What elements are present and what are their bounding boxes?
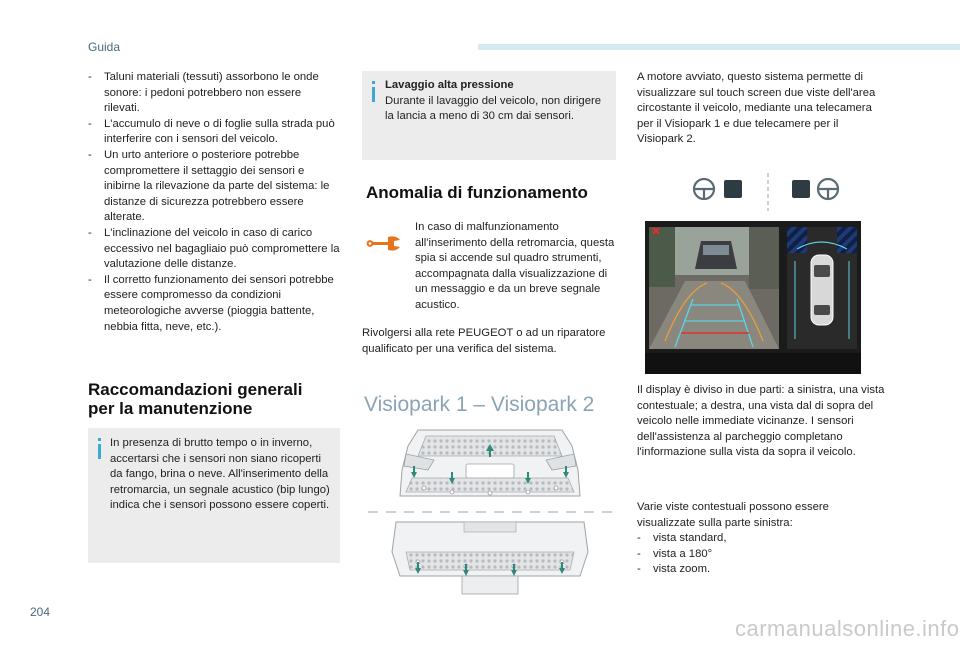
washing-info-box [362,71,616,160]
page-number: 204 [30,605,51,619]
list-item [88,70,340,117]
bullet-dash: - [88,117,92,130]
sensor-diagram [366,426,614,598]
bullet-dash: - [88,226,92,239]
bullet-text: Taluni materiali (tessuti) assorbono le onde sonore: i pedoni potrebbero non essere rilevati. [104,71,319,115]
visiopark-title: Visiopark 1 – Visiopark 2 [364,393,595,416]
display-description: Il display è diviso in due parti: a sinistra, una vista contestuale; a destra, una vista dal di sopra del veicolo nelle immediate vicinanze. I sensori dell'assistenza al parcheggio completano l'informazione sulla vista da sopra il veicolo. [637,384,885,459]
steering-camera-icon [792,179,838,199]
malfunction-text: In caso di malfunzionamento all'inserimento della retromarcia, questa spia si accende sul quadro strumenti, accompagnata dalla visualizzazione di un messaggio e da un breve segnale acustico. [415,221,615,311]
list-item [637,531,887,547]
bullet-text: vista a 180° [653,547,713,560]
malfunction-heading: Anomalia di funzionamento [366,183,588,202]
bullet-dash: - [88,273,92,286]
views-intro: Varie viste contestuali possono essere visualizzate sulla parte sinistra: [637,501,829,529]
list-item [637,562,887,578]
contact-text: Rivolgersi alla rete PEUGEOT o ad un riparatore qualificato per una verifica del sistema. [362,327,606,355]
list-item [88,117,340,148]
views-section [637,500,887,578]
car-rear-view [392,522,588,594]
maintenance-heading [88,380,348,418]
car-front-view [400,430,580,496]
washing-info-text: Durante il lavaggio del veicolo, non dirigere la lancia a meno di 30 cm dai sensori. [385,94,602,123]
visiopark-intro: A motore avviato, questo sistema permette di visualizzare sul touch screen due viste dell'area circostante il veicolo, mediante una telecamera per il Visiopark 1 e due telecamere per il Visiopark 2. [637,71,876,146]
bullet-text: vista standard, [653,532,727,545]
bullet-dash: - [88,148,92,161]
bullet-dash: - [637,547,641,560]
wrench-warning-icon [366,232,404,254]
list-item [637,547,887,563]
washing-info-content [385,78,611,125]
contextual-view [649,227,779,349]
steering-camera-icon [694,179,742,199]
top-down-view [787,227,857,349]
bullet-dash: - [637,532,641,545]
camera-icons [680,171,860,215]
list-item [88,273,340,335]
bullet-text: L'inclinazione del veicolo in caso di carico eccessivo nel bagagliaio può compromettere la valutazione delle distanze. [104,226,340,271]
maintenance-heading-line2: per la manutenzione [88,399,253,418]
bullet-dash: - [88,71,92,83]
bullet-dash: - [637,563,641,576]
left-column [88,70,340,335]
info-icon-bar [98,444,101,459]
watermark: carmanualsonline.info [735,616,960,641]
list-item [88,148,340,226]
info-icon [98,438,101,441]
bullet-text: vista zoom. [653,563,711,576]
maintenance-info-box [88,428,340,563]
bullet-text: L'accumulo di neve o di foglie sulla strada può interferire con i sensori del veicolo. [104,117,335,146]
maintenance-heading-line1: Raccomandazioni generali [88,380,303,399]
bullet-text: Il corretto funzionamento dei sensori potrebbe essere compromesso da condizioni meteorologiche avverse (pioggia battente, nebbia fitta, neve, etc.). [104,273,334,333]
camera-screen [645,221,861,374]
header-bar [478,44,960,50]
list-item [88,226,340,273]
maintenance-info-text: In presenza di brutto tempo o in inverno, accertarsi che i sensori non siano ricoperti da fango, brina o neve. All'inserimento della retromarcia, un segnale acustico (bip lungo) indica che i sensori possono essere coperti. [110,437,330,512]
info-icon [372,81,375,84]
section-label: Guida [88,40,121,54]
info-icon-bar [372,87,375,102]
bullet-text: Un urto anteriore o posteriore potrebbe compromettere il settaggio dei sensori e inibirne la rilevazione da parte del sistema: le distanze di sicurezza potrebbero essere alterate. [104,148,330,224]
washing-info-title: Lavaggio alta pressione [385,79,514,91]
